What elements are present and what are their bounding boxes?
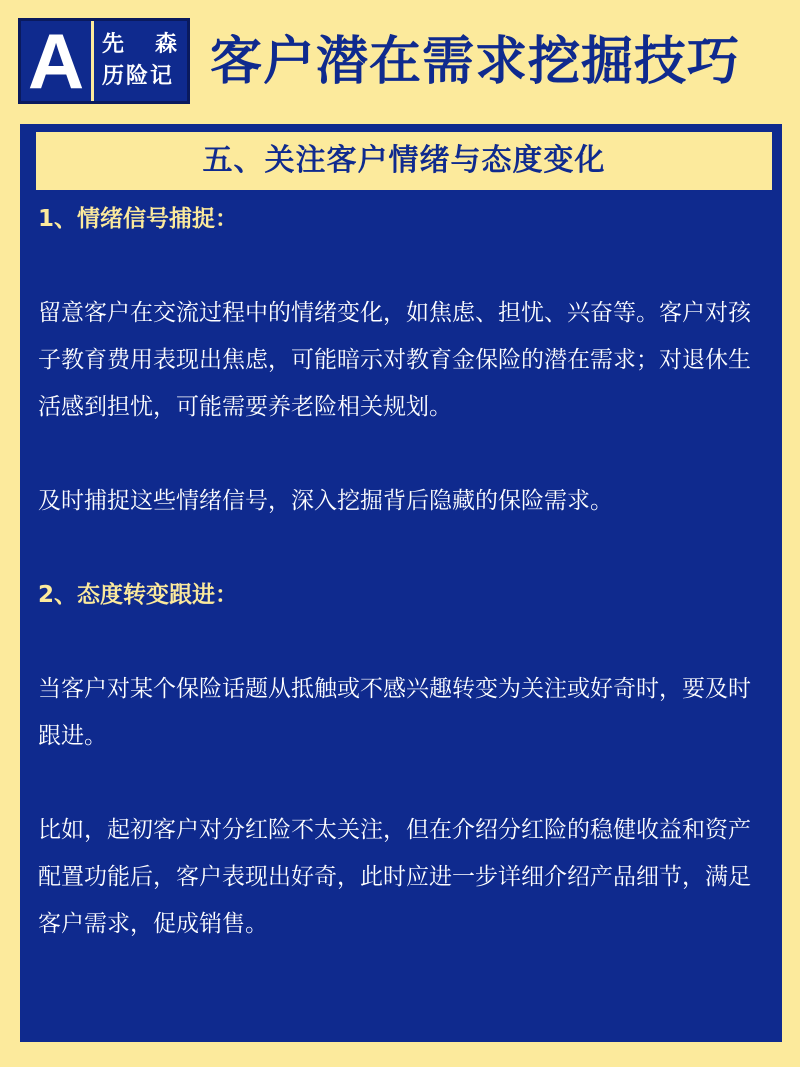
logo-text: [91, 21, 187, 101]
section-heading-attitude: 2、态度转变跟进：: [38, 582, 239, 608]
logo-letter: A: [27, 17, 85, 105]
spacer: [38, 525, 768, 572]
spacer: [38, 243, 768, 290]
paragraph: 留意客户在交流过程中的情绪变化，如焦虑、担忧、兴奋等。客户对孩子教育费用表现出焦虑，可能暗示对教育金保险的潜在需求；对退休生活感到担忧，可能需要养老险相关规划。: [38, 300, 751, 420]
logo-char-2: 森: [154, 32, 179, 57]
spacer: [38, 760, 768, 807]
content-body: [38, 196, 768, 948]
brand-logo: [18, 18, 190, 104]
section-title: 五、关注客户情绪与态度变化: [36, 132, 772, 190]
logo-char-1: 先: [102, 32, 127, 57]
spacer: [38, 431, 768, 478]
logo-line-1: [102, 29, 179, 61]
content-panel: [20, 124, 782, 1042]
section-heading-emotion: 1、情绪信号捕捉：: [38, 206, 239, 232]
paragraph: 比如，起初客户对分红险不太关注，但在介绍分红险的稳健收益和资产配置功能后，客户表现出好奇，此时应进一步详细介绍产品细节，满足客户需求，促成销售。: [38, 817, 751, 937]
logo-line-2: 历险记: [102, 64, 175, 89]
spacer: [38, 619, 768, 666]
paragraph: 当客户对某个保险话题从抵触或不感兴趣转变为关注或好奇时，要及时跟进。: [38, 676, 751, 749]
paragraph: 及时捕捉这些情绪信号，深入挖掘背后隐藏的保险需求。: [38, 488, 613, 514]
page-title: 客户潜在需求挖掘技巧: [210, 32, 741, 92]
